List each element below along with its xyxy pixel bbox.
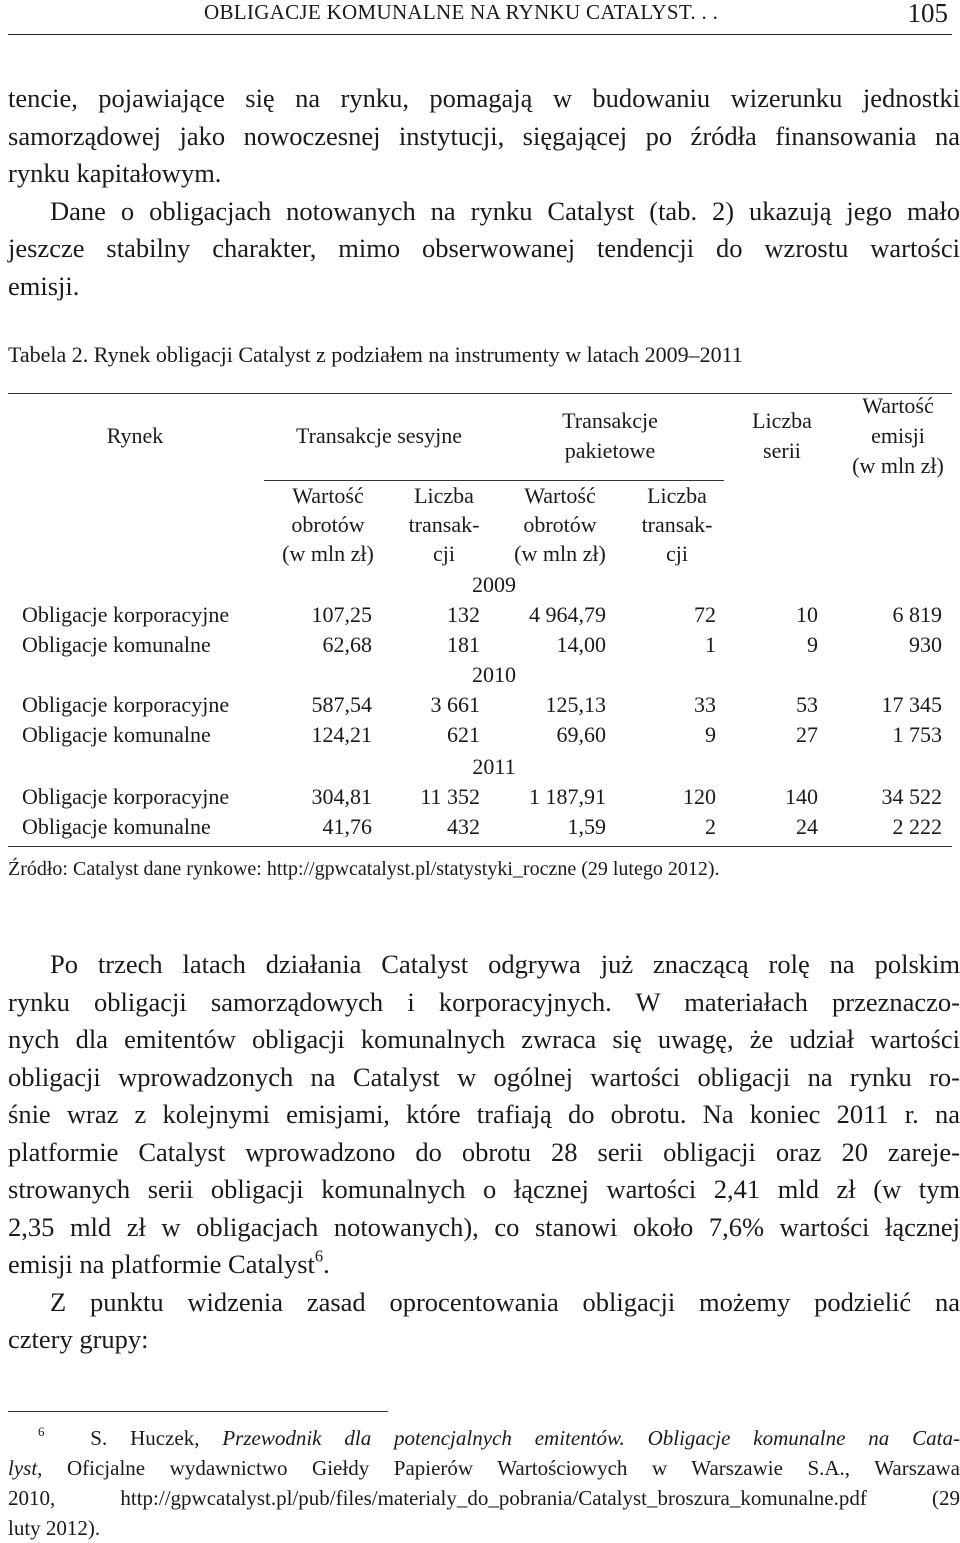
text-line <box>8 1246 960 1284</box>
last-line-end: . <box>323 1249 330 1279</box>
row-label: Obligacje komunalne <box>22 722 211 747</box>
table-cell: 24 <box>796 814 818 839</box>
table-cell: 62,68 <box>322 632 372 657</box>
table-cell: 132 <box>447 602 480 627</box>
footnote-publisher: , Oficjalne wydawnictwo Giełdy Papierów Wartościowych w Warszawie S.A., Warszawa <box>37 1456 960 1480</box>
table-cell: 124,21 <box>311 722 372 747</box>
footnote-line <box>8 1423 960 1453</box>
text-line: Z punktu widzenia zasad oprocentowania obligacji możemy podzielić na <box>50 1286 960 1317</box>
table-cell: 621 <box>447 722 480 747</box>
table-cell: 17 345 <box>881 692 942 717</box>
header-issue-2: emisji <box>871 423 925 448</box>
header-series-2: serii <box>763 438 801 463</box>
last-line-text: emisji na platformie Catalyst <box>8 1249 315 1279</box>
running-title: OBLIGACJE KOMUNALNE NA RYNKU CATALYST. . . <box>204 0 719 24</box>
header-block-1: Transakcje <box>562 408 658 433</box>
table-cell: 11 352 <box>420 784 480 809</box>
text-line: obligacji wprowadzonych na Catalyst w ogólnej wartości obligacji na rynku ro- <box>8 1061 960 1092</box>
table-cell: 3 661 <box>430 692 480 717</box>
header-rule <box>8 34 952 35</box>
header-series-1: Liczba <box>752 408 812 433</box>
table-cell: 304,81 <box>311 784 372 809</box>
subheader-b-val-1: Wartość <box>524 483 596 508</box>
subheader-b-cnt-2: transak- <box>641 512 713 537</box>
table-cell: 33 <box>694 692 716 717</box>
subheader-b-val-3: (w mln zł) <box>514 541 606 566</box>
table-cell: 72 <box>694 602 716 627</box>
table-cell: 9 <box>807 632 818 657</box>
footnote-line <box>8 1453 960 1483</box>
footnote-line[interactable]: 2010, http://gpwcatalyst.pl/pub/files/materialy_do_pobrania/Catalyst_broszura_komunalne.pdf (29 <box>8 1486 960 1510</box>
header-issue-1: Wartość <box>862 393 934 418</box>
intro-paragraph <box>8 80 960 305</box>
table-cell: 41,76 <box>322 814 372 839</box>
subheader-s-cnt-1: Liczba <box>414 483 474 508</box>
table-top-rule <box>8 393 952 394</box>
table-cell: 181 <box>447 632 480 657</box>
footnote <box>8 1423 960 1543</box>
row-label: Obligacje korporacyjne <box>22 602 230 627</box>
footnote-author: S. Huczek, <box>90 1426 223 1450</box>
subheader-b-cnt-3: cji <box>666 541 688 566</box>
text-line: rynku obligacji samorządowych i korporacyjnych. W materiałach przeznaczo- <box>8 986 960 1017</box>
text-line: nych dla emitentów obligacji komunalnych zwraca się uwagę, że udział wartości <box>8 1024 960 1054</box>
table-cell: 9 <box>705 722 716 747</box>
table-cell: 6 819 <box>892 602 942 627</box>
table-source: Źródło: Catalyst dane rynkowe: http://gpwcatalyst.pl/statystyki_roczne (29 lutego 2012). <box>8 858 720 880</box>
subheader-s-val-2: obrotów <box>291 512 365 537</box>
text-line: rynku kapitałowym. <box>8 158 222 188</box>
table-cell: 34 522 <box>881 784 942 809</box>
table-cell: 587,54 <box>311 692 372 717</box>
subheader-s-val-1: Wartość <box>292 483 364 508</box>
table-cell: 120 <box>683 784 716 809</box>
main-paragraph <box>8 946 960 1359</box>
table-cell: 432 <box>447 814 480 839</box>
table-cell: 2 222 <box>892 814 942 839</box>
text-line: tencie, pojawiające się na rynku, pomagają w budowaniu wizerunku jednostki <box>8 83 960 113</box>
text-line: jeszcze stabilny charakter, mimo obserwowanej tendencji do wzrostu wartości <box>8 233 960 263</box>
header-session: Transakcje sesyjne <box>296 423 462 448</box>
table-bottom-rule <box>8 846 952 847</box>
footnote-rule <box>8 1411 388 1412</box>
text-line: platformie Catalyst wprowadzono do obrotu 28 serii obligacji oraz 20 zareje- <box>8 1136 960 1167</box>
table-cell: 10 <box>796 602 818 627</box>
table-cell: 4 964,79 <box>529 602 606 627</box>
text-line: 2,35 mld zł w obligacjach notowanych), co stanowi około 7,6% wartości łącznej <box>8 1211 960 1242</box>
subheader-s-cnt-2: transak- <box>408 512 480 537</box>
footnote-title: Przewodnik dla potencjalnych emitentów. Obligacje komunalne na Cata- <box>222 1426 960 1450</box>
table-cell: 1,59 <box>567 814 606 839</box>
year-label: 2011 <box>472 754 516 779</box>
row-label: Obligacje korporacyjne <box>22 692 230 717</box>
year-label: 2009 <box>472 572 516 597</box>
header-market: Rynek <box>106 423 164 448</box>
table-cell: 140 <box>785 784 818 809</box>
text-line: strowanych serii obligacji komunalnych o łącznej wartości 2,41 mld zł (w tym <box>8 1174 960 1204</box>
footnote-title-cont: lyst <box>8 1456 38 1480</box>
table-cell: 27 <box>796 722 818 747</box>
table-cell: 53 <box>796 692 818 717</box>
subheader-s-val-3: (w mln zł) <box>282 541 374 566</box>
table-cell: 125,13 <box>545 692 606 717</box>
table-cell: 1 187,91 <box>529 784 606 809</box>
table-cell: 69,60 <box>556 722 606 747</box>
table-cell: 1 753 <box>892 722 942 747</box>
table-cell: 14,00 <box>556 632 606 657</box>
footnote-ref[interactable]: 6 <box>314 1246 324 1266</box>
year-label: 2010 <box>472 662 516 687</box>
footnote-number: 6 <box>38 1423 45 1439</box>
subheader-b-val-2: obrotów <box>523 512 597 537</box>
text-line: Po trzech latach działania Catalyst odgrywa już znaczącą rolę na polskim <box>50 949 960 979</box>
text-line: śnie wraz z kolejnymi emisjami, które trafiają do obrotu. Na koniec 2011 r. na <box>8 1099 960 1129</box>
table-cell: 2 <box>705 814 716 839</box>
table-cell: 930 <box>909 632 942 657</box>
footnote-line: luty 2012). <box>8 1516 101 1540</box>
table-caption: Tabela 2. Rynek obligacji Catalyst z podziałem na instrumenty w latach 2009–2011 <box>8 342 743 367</box>
header-block-2: pakietowe <box>564 438 656 463</box>
page-number: 105 <box>907 0 948 28</box>
row-label: Obligacje komunalne <box>22 632 211 657</box>
text-line: Dane o obligacjach notowanych na rynku Catalyst (tab. 2) ukazują jego mało <box>50 195 960 226</box>
text-line: emisji. <box>8 270 80 301</box>
table-cell: 1 <box>705 632 716 657</box>
row-label: Obligacje komunalne <box>22 814 211 839</box>
table-cell: 107,25 <box>311 602 372 627</box>
text-line: samorządowej jako nowoczesnej instytucji, sięgającej po źródła finansowania na <box>8 120 960 151</box>
text-line: cztery grupy: <box>8 1324 149 1354</box>
subheader-s-cnt-3: cji <box>433 541 455 566</box>
header-issue-3: (w mln zł) <box>852 453 944 478</box>
row-label: Obligacje korporacyjne <box>22 784 230 809</box>
subheader-b-cnt-1: Liczba <box>647 483 707 508</box>
